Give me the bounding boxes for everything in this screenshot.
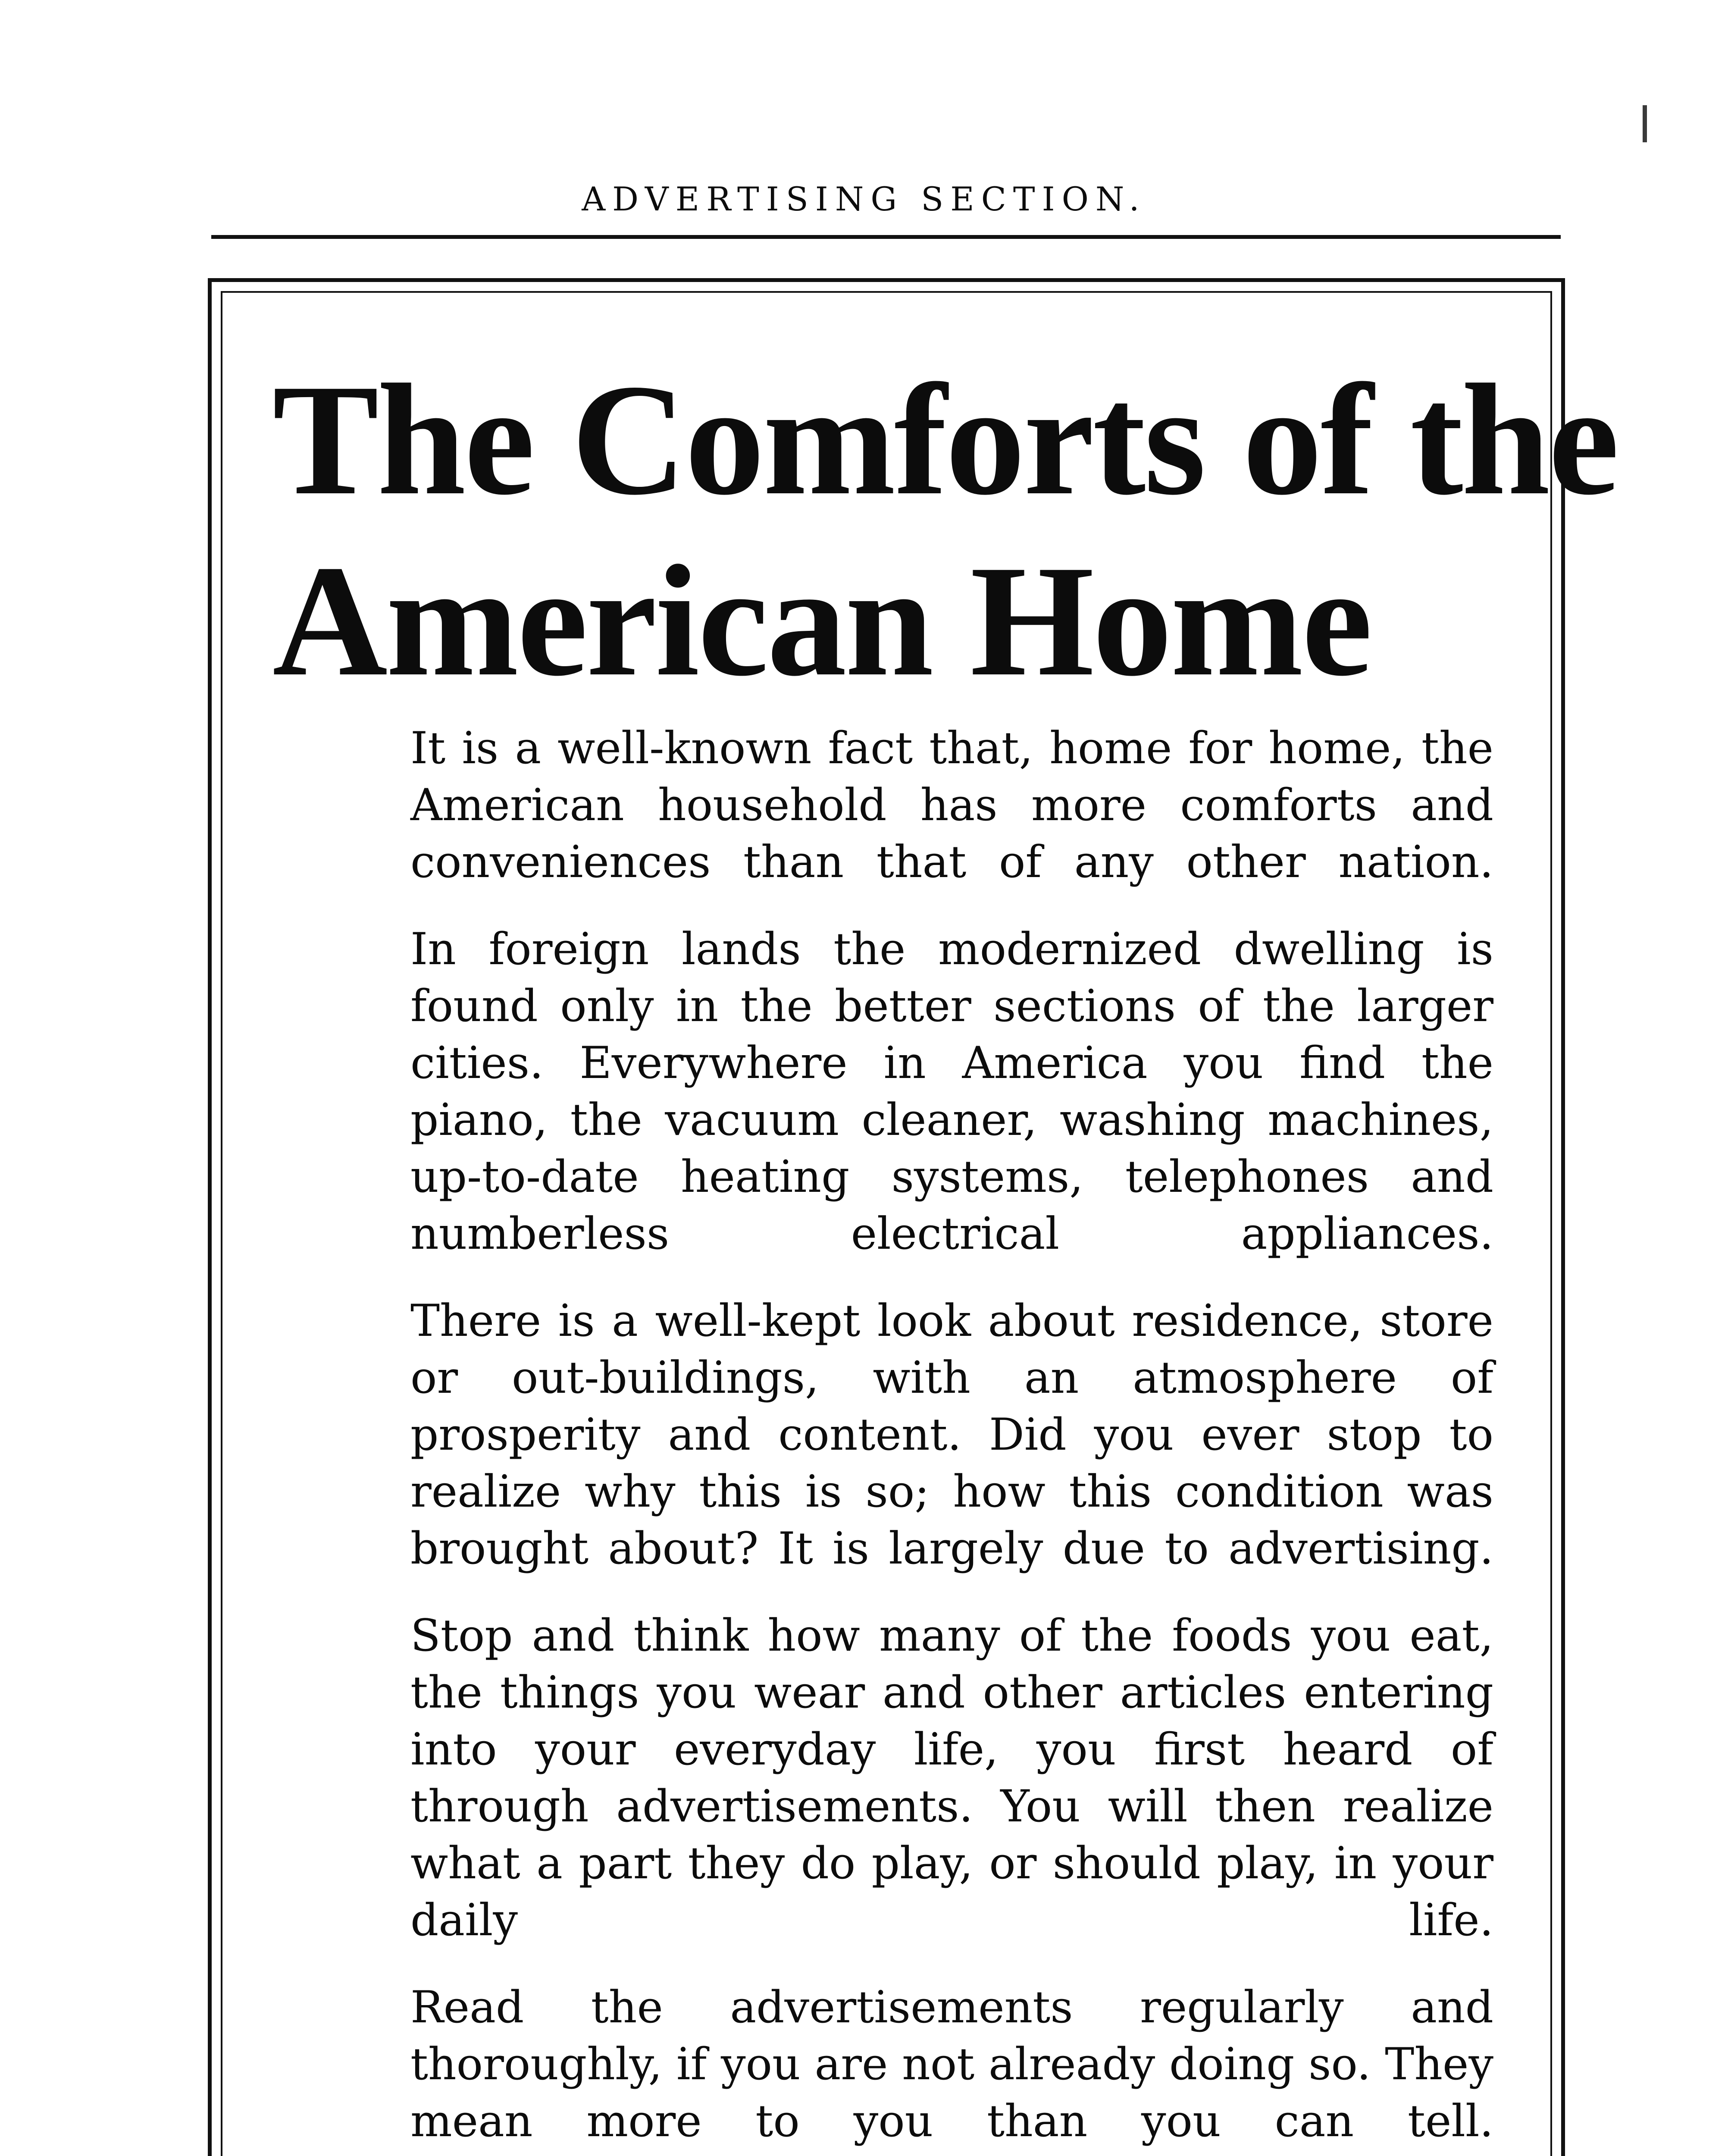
body-paragraph-5: Read the advertisements regularly and thoroughly, if you are not already doing so. They mean more to you than you can tell. (410, 1982, 1493, 2147)
body-paragraph-1: It is a well-known fact that, home for home, the American household has more comforts and conveniences than that of any other nation. (410, 723, 1493, 888)
body-paragraph-3: There is a well-kept look about residence, store or out-buildings, with an atmosphere of prosperity and content. Did you ever stop to realize why this is so; how this condition was brought about? It is largely due to advertising. (410, 1295, 1493, 1574)
ad-body (410, 720, 1493, 2150)
page-edge-mark (1643, 105, 1647, 142)
body-paragraph-4: Stop and think how many of the foods you eat, the things you wear and other articles entering into your everyday life, you first heard of through advertisements. You will then realize what a part they do play, or should play, in your daily life. (410, 1610, 1493, 1946)
section-header: ADVERTISING SECTION. (582, 180, 1146, 218)
headline-line-1: The Comforts of the (272, 351, 1618, 528)
header-rule (211, 235, 1561, 239)
ad-headline (272, 349, 1618, 711)
body-paragraph-2: In foreign lands the modernized dwelling is found only in the better sections of the larger cities. Everywhere in America you find the piano, the vacuum cleaner, washing machines, up-to-date heating systems, telephones and numberless electrical appliances. (410, 924, 1493, 1260)
headline-line-2: American Home (272, 533, 1371, 709)
